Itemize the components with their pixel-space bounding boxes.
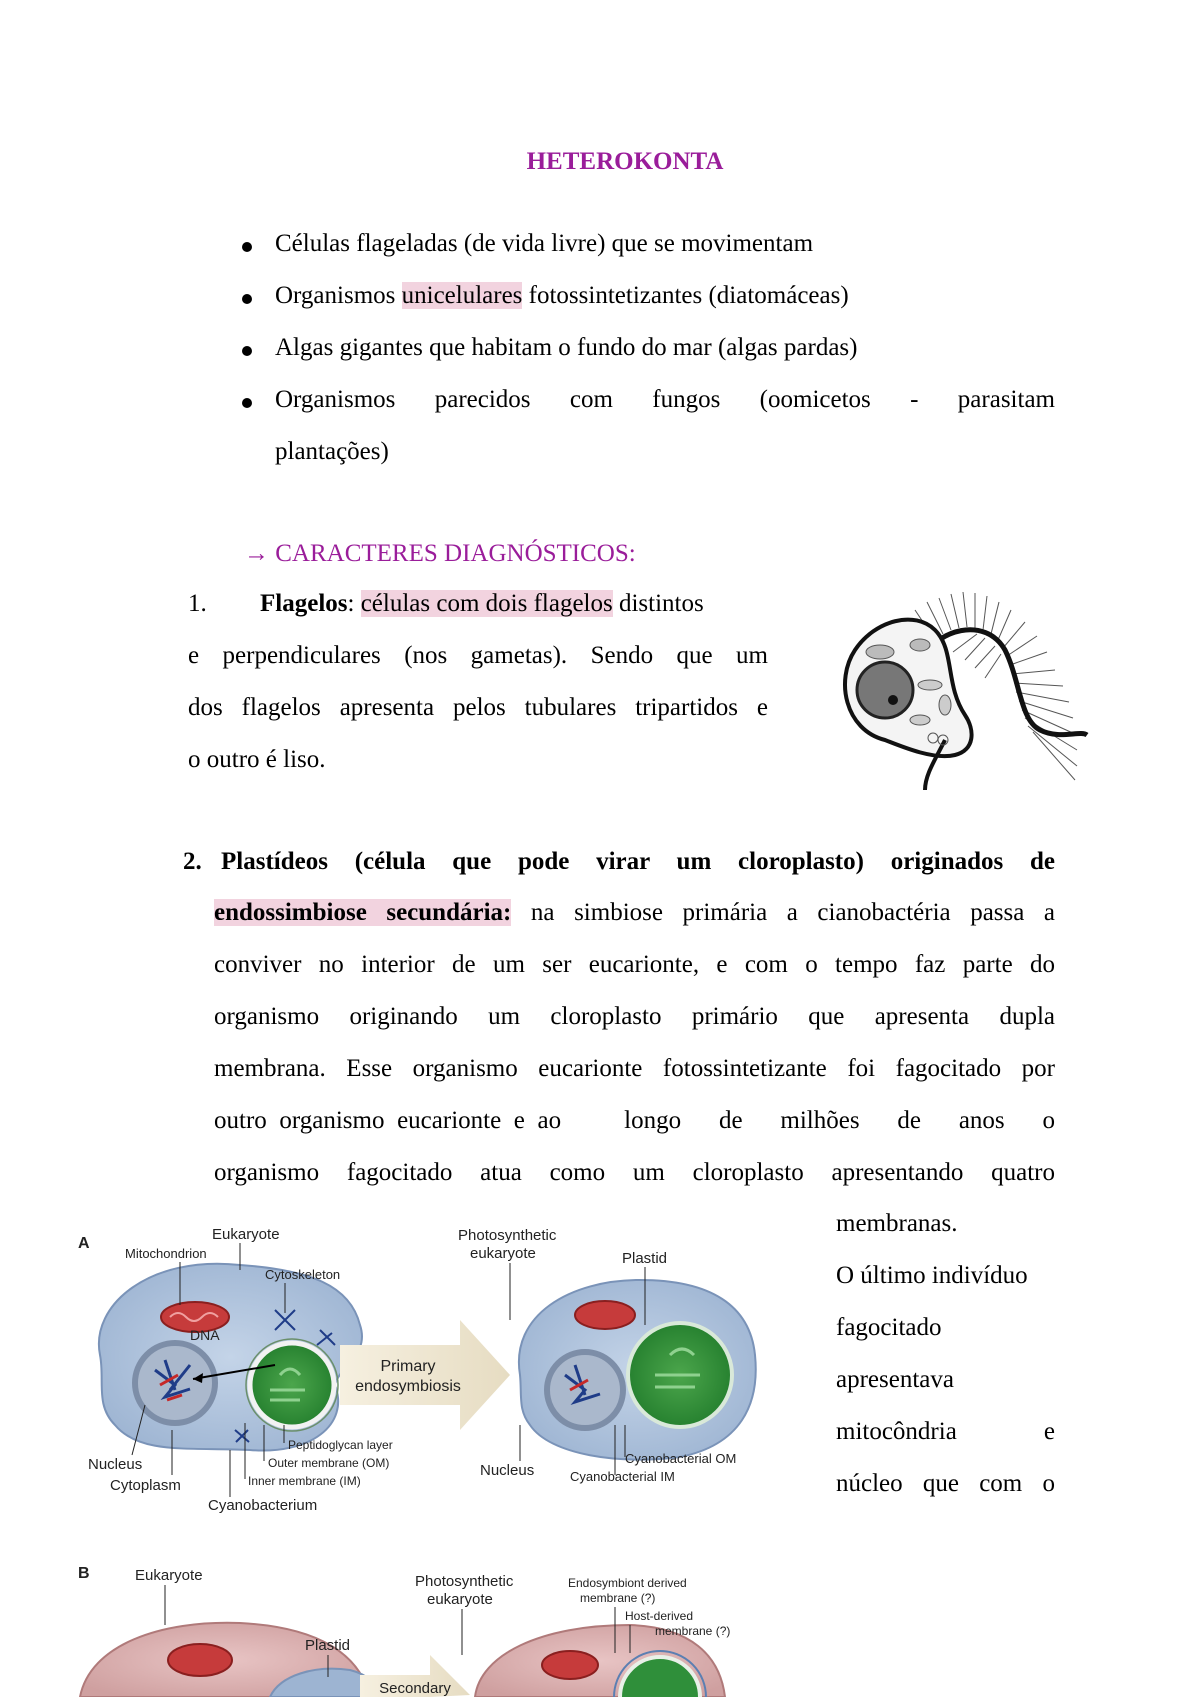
side-line-2: O último indivíduo <box>836 1262 1028 1289</box>
item2-number: 2. <box>183 848 202 875</box>
bullet-text: Algas gigantes que habitam o fundo do mar (algas pardas) <box>275 334 858 361</box>
bullet-item-2 <box>275 280 849 312</box>
item2-line5: membrana. Esse organismo eucarionte fotossintetizante foi fagocitado por <box>214 1055 1055 1082</box>
bullet-text: Células flageladas (de vida livre) que se movimentam <box>275 230 814 257</box>
item1-line3: dos flagelos apresenta pelos tubulares tripartidos e <box>188 694 768 721</box>
bullet-dot <box>242 398 252 408</box>
side-line-3: fagocitado <box>836 1314 942 1341</box>
side-line-5: mitocôndria e <box>836 1418 1055 1445</box>
item1-rest: distintos <box>612 590 704 617</box>
side-line-4: apresentava <box>836 1366 954 1393</box>
label-cyanobacterium: Cyanobacterium <box>208 1497 318 1514</box>
mitochondrion-shape <box>168 1644 232 1676</box>
item2-line2 <box>214 897 1055 929</box>
label-secondary: Secondary <box>379 1680 451 1697</box>
label-b-plastid: Plastid <box>305 1637 351 1654</box>
label-host-line2: membrane (?) <box>655 1624 731 1638</box>
cyanobacterium-shape <box>250 1343 334 1427</box>
label-endo-line2: membrane (?) <box>580 1591 656 1605</box>
item2-line7: organismo fagocitado atua como um cloroplasto apresentando quatro <box>214 1159 1055 1186</box>
bullet-item-3 <box>275 332 857 364</box>
item1-bold: Flagelos <box>260 590 348 617</box>
item1-line4: o outro é liso. <box>188 746 326 773</box>
panel-a-letter: A <box>78 1235 90 1252</box>
item1-line2: e perpendiculares (nos gametas). Sendo que um <box>188 642 768 669</box>
label-plastid: Plastid <box>622 1250 668 1267</box>
label-eukaryote: Eukaryote <box>212 1226 280 1243</box>
bullet-item-1 <box>275 228 813 260</box>
page-title: HETEROKONTA <box>526 148 724 175</box>
item2-line6: outro organismo eucarionte e ao longo de milhões de anos o <box>214 1107 1055 1134</box>
item2-line1: Plastídeos (célula que pode virar um cloroplasto) originados de <box>221 848 1055 875</box>
bullet-item-4-line2: plantações) <box>275 438 389 465</box>
primary-endosymbiosis-arrow <box>340 1320 510 1430</box>
section-heading: → CARACTERES DIAGNÓSTICOS: <box>244 540 636 567</box>
mitochondrion-shape <box>575 1301 635 1329</box>
label-b-photo-line1: Photosynthetic <box>415 1573 514 1590</box>
bullet-dot <box>242 242 252 252</box>
label-nucleus-2: Nucleus <box>480 1462 535 1479</box>
label-peptidoglycan: Peptidoglycan layer <box>288 1438 393 1452</box>
item1-number: 1. <box>188 590 207 617</box>
item2-line3: conviver no interior de um ser eucarionte, e com o tempo faz parte do <box>214 951 1055 978</box>
highlighted-text: unicelulares <box>401 282 523 309</box>
organelle-shape <box>918 680 942 690</box>
label-outer-membrane: Outer membrane (OM) <box>268 1456 390 1470</box>
side-line-6: núcleo que com o <box>836 1470 1055 1497</box>
flagellate-cell-illustration <box>825 590 1095 790</box>
label-cytoplasm: Cytoplasm <box>110 1477 181 1494</box>
item1-line1 <box>260 588 704 620</box>
bullet-dot <box>242 346 252 356</box>
label-arrow-line2: endosymbiosis <box>355 1378 461 1395</box>
organelle-shape <box>939 695 951 715</box>
label-cytoskeleton: Cytoskeleton <box>265 1267 341 1282</box>
bullet-text: Organismos <box>275 282 402 309</box>
item1-highlight: células com dois flagelos <box>360 590 613 617</box>
nucleolus-shape <box>888 695 898 705</box>
label-dna: DNA <box>190 1327 220 1343</box>
organelle-shape <box>910 715 930 725</box>
item1-colon: : <box>347 590 361 617</box>
label-cyano-om: Cyanobacterial OM <box>625 1451 737 1466</box>
label-host-line1: Host-derived <box>625 1609 694 1623</box>
endosymbiosis-figure <box>70 1225 830 1697</box>
label-b-photo-line2: eukaryote <box>427 1591 493 1608</box>
bullet-dot <box>242 294 252 304</box>
label-arrow-line1: Primary <box>380 1358 436 1375</box>
organelle-shape <box>866 645 894 659</box>
item2-rest: na simbiose primária a cianobactéria passa a <box>511 899 1055 926</box>
label-photo-line1: Photosynthetic <box>458 1227 557 1244</box>
item2-line4: organismo originando um cloroplasto primário que apresenta dupla <box>214 1003 1055 1030</box>
bullet-item-4-line1: Organismos parecidos com fungos (oomicetos - parasitam <box>275 386 1055 413</box>
label-nucleus: Nucleus <box>88 1456 143 1473</box>
panel-b-letter: B <box>78 1565 90 1582</box>
mitochondrion-shape <box>542 1651 598 1679</box>
label-endo-line1: Endosymbiont derived <box>568 1576 687 1590</box>
nucleus-shape <box>857 662 913 718</box>
label-cyano-im: Cyanobacterial IM <box>570 1469 675 1484</box>
label-b-eukaryote: Eukaryote <box>135 1567 203 1584</box>
item2-bold-highlight: endossimbiose secundária: <box>214 899 512 926</box>
label-photo-line2: eukaryote <box>470 1245 536 1262</box>
side-line-1: membranas. <box>836 1210 958 1237</box>
label-mitochondrion: Mitochondrion <box>125 1246 207 1261</box>
organelle-shape <box>910 639 930 651</box>
label-inner-membrane: Inner membrane (IM) <box>248 1474 361 1488</box>
bullet-text: fotossintetizantes (diatomáceas) <box>522 282 849 309</box>
